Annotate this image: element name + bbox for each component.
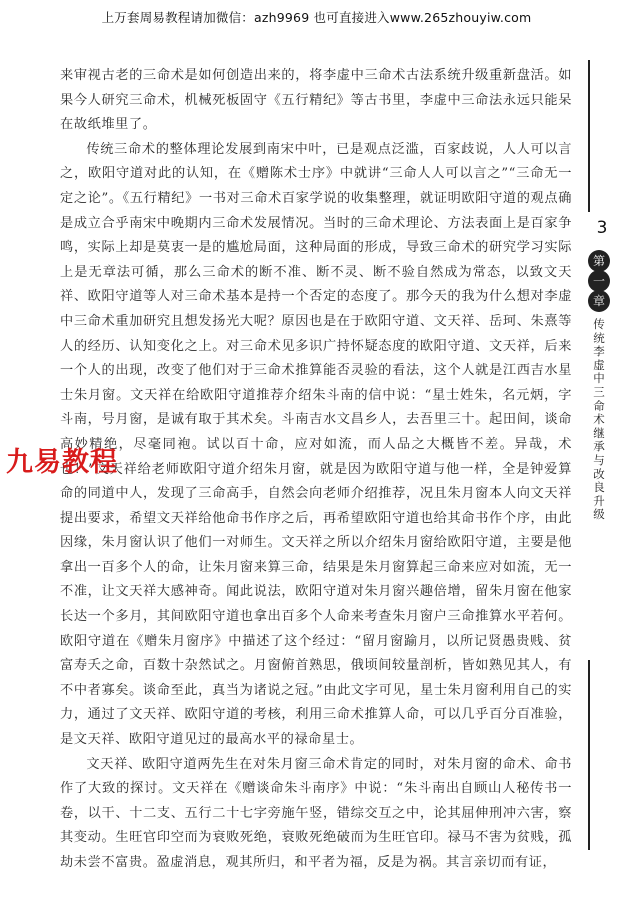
paragraph: 文天祥、欧阳守道两先生在对朱月窗三命术肯定的同时，对朱月窗的命术、命书作了大致的探讨。文天祥在《赠谈命朱斗南序》中说：“朱斗南出自顾山人秘传书一卷，以干、十二支、五行二十七字旁施午竖，错综交互之中，论其屈伸刑冲六害，察其变动。生旺官印空而为衰败死绝，衰败死绝破而为生旺官印。禄马不害为贫贱，孤劫未尝不富贵。盈虚消息，观其所归，和平者为福，反是为祸。其言亲切而有证，	[60, 756, 572, 870]
chapter-badge-prefix: 第	[588, 250, 610, 272]
chapter-badge-number: 一	[588, 270, 610, 292]
side-divider-bottom	[588, 660, 590, 850]
side-divider-top	[588, 60, 590, 212]
paragraph: 传统三命术的整体理论发展到南宋中叶，已是观点泛滥，百家歧说，人人可以言之，欧阳守道对此的认知，在《赠陈术士序》中就讲“三命人人可以言之”“三命无一定之论”。《五行精纪》一书对三命术百家学说的收集整理，就证明欧阳守道的观点确是成立合乎南宋中晚期内三命术发展情况。当时的三命术理论、方法表面上是百家争鸣，实际上却是莫衷一是的尴尬局面，这种局面的形成，导致三命术的研究学习实际上是无章法可循，那么三命术的断不准、断不灵、断不验自然成为常态，以致文天祥、欧阳守道等人对三命术基本是持一个否定的态度了。那今天的我为什么想对李虚中三命术重加研究且想发扬光大呢？原因也是在于欧阳守道、文天祥、岳珂、朱熹等人的经历、认知变化之上。对三命术见多识广持怀疑态度的欧阳守道、文天祥，后来一个人的出现，改变了他们对于三命术推算能否灵验的看法，这个人就是江西吉水星士朱月窗。文天祥在给欧阳守道推荐介绍朱斗南的信中说：“星士姓朱，名元炳，字斗南，号月窗，是诚有取于其术矣。斗南吉水文昌乡人，去吾里三十。起田间，谈命高妙精绝，尽毫同袍。试以百十命，应对如流，而人品之大概皆不差。异哉，术也！”文天祥给老师欧阳守道介绍朱月窗，就是因为欧阳守道与他一样，全是钟爱算命的同道中人，发现了三命高手，自然会向老师介绍推荐，况且朱月窗本人向文天祥提出要求，希望文天祥给他命书作序之后，再希望欧阳守道也给其命书作个序，由此因缘，朱月窗认识了他们一对师生。文天祥之所以介绍朱月窗给欧阳守道，主要是他拿出一百多个人的命，让朱月窗来算三命，结果是朱月窗算起三命来应对如流，无一不准，让文天祥大感神奇。闻此说法，欧阳守道对朱月窗兴趣倍增，留朱月窗在他家长达一个多月，其间欧阳守道也拿出百多个人命来考查朱月窗户三命推算水平若何。欧阳守道在《赠朱月窗序》中描述了这个经过：“留月窗踰月，以所记贤愚贵贱、贫富寿夭之命，百数十杂然试之。月窗俯首熟思，俄顷间较量剖析，皆如熟见其人，有不中者寡矣。谈命至此，真当为诸说之冠。”由此文字可见，星士朱月窗利用自己的实力，通过了文天祥、欧阳守道的考核，利用三命术推算人命，可以几乎百分百准验，是文天祥、欧阳守道见过的最高水平的禄命星士。	[60, 141, 572, 748]
paragraph: 来审视古老的三命术是如何创造出来的，将李虚中三命术古法系统升级重新盘活。如果今人研究三命术，机械死板固守《五行精纪》等古书里，李虚中三命法永远只能呆在故纸堆里了。	[60, 68, 572, 133]
body-text	[60, 64, 572, 876]
chapter-badge-suffix: 章	[588, 290, 610, 312]
watermark-logo: 九易教程	[6, 447, 118, 478]
page-number: 3	[596, 218, 608, 238]
page-header: 上万套周易教程请加微信：azh9969 也可直接进入www.265zhouyiw.com	[101, 10, 532, 25]
chapter-title: 传统李虚中三命术继承与改良升级	[593, 317, 605, 522]
